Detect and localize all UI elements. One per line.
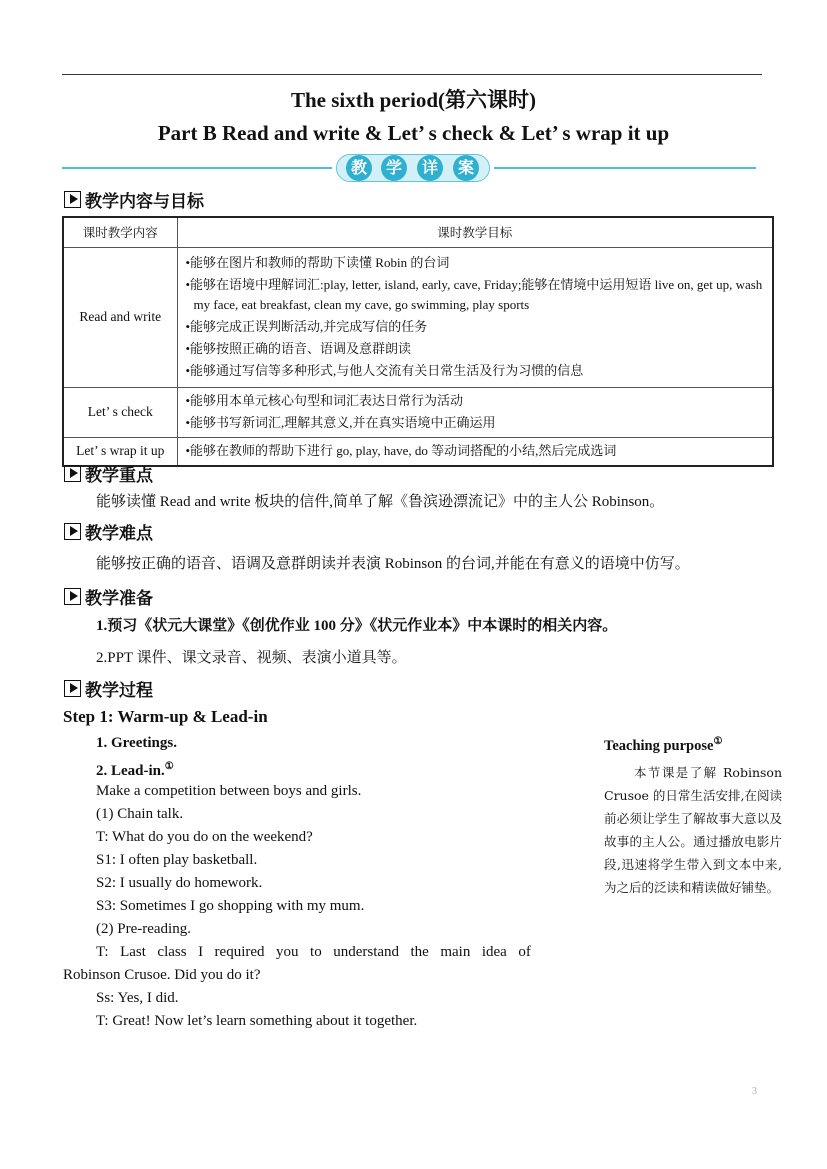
- banner-char: 学: [381, 155, 407, 181]
- section-difficulties: [64, 520, 153, 542]
- note-title-text: Teaching purpose: [604, 737, 714, 754]
- goal-item: •能够通过写信等多种形式,与他人交流有关日常生活及行为习惯的信息: [185, 362, 584, 378]
- section-title: 教学过程: [85, 680, 153, 701]
- section-key-points: [64, 462, 153, 484]
- section-process: [64, 677, 153, 699]
- difficulties-text: 能够按正确的语音、语调及意群朗读并表演 Robinson 的台词,并能在有意义的语境中仿写。: [96, 556, 690, 572]
- banner-line-right: [494, 167, 756, 169]
- goal-item: •能够完成正误判断活动,并完成写信的任务: [185, 318, 428, 334]
- process-line: (1) Chain talk.: [96, 806, 184, 822]
- table-row: [63, 247, 773, 387]
- play-triangle-icon: [64, 465, 81, 482]
- process-line: Ss: Yes, I did.: [96, 990, 179, 1006]
- play-triangle-icon: [64, 191, 81, 208]
- teaching-purpose-note: [604, 736, 782, 899]
- goal-item: •能够书写新词汇,理解其意义,并在真实语境中正确运用: [185, 414, 496, 430]
- footnote-mark: ①: [164, 761, 174, 772]
- table-cell-content: Read and write: [63, 247, 177, 387]
- note-title: [604, 736, 782, 755]
- teaching-plan-banner: [336, 154, 490, 182]
- section-title: 教学准备: [85, 588, 153, 609]
- process-line: (2) Pre-reading.: [96, 921, 191, 937]
- step-heading: Step 1: Warm-up & Lead-in: [63, 707, 268, 726]
- goal-item: •能够在语境中理解词汇:play, letter, island, early, cave, Friday;能够在情境中运用短语 live on, get up, wash my face, eat breakfast, clean my cave, go swimming, play sports: [185, 276, 763, 312]
- preparation-item: 1.预习《状元大课堂》《创优作业 100 分》《状元作业本》中本课时的相关内容。: [96, 618, 618, 634]
- table-cell-content: Let’ s check: [63, 387, 177, 437]
- top-rule: [62, 74, 762, 75]
- goal-item: •能够在教师的帮助下进行 go, play, have, do 等动词搭配的小结,然后完成选词: [185, 442, 617, 458]
- process-line: S2: I usually do homework.: [96, 875, 263, 891]
- key-points-text: 能够读懂 Read and write 板块的信件,简单了解《鲁滨逊漂流记》中的主人公 Robinson。: [96, 494, 665, 510]
- process-line: Make a competition between boys and girls.: [96, 783, 362, 799]
- goals-table: [62, 216, 774, 467]
- table-header-goals: 课时教学目标: [177, 217, 773, 247]
- leadin-label: [96, 757, 174, 781]
- lesson-title: The sixth period(第六课时): [290, 88, 536, 112]
- process-line: S1: I often play basketball.: [96, 852, 258, 868]
- table-row: [63, 387, 773, 437]
- play-triangle-icon: [64, 523, 81, 540]
- banner-char: 案: [453, 155, 479, 181]
- leadin-text: 2. Lead-in.: [96, 763, 165, 779]
- table-header-content: 课时教学内容: [63, 217, 177, 247]
- table-cell-content: Let’ s wrap it up: [63, 437, 177, 466]
- table-cell-goals: [177, 387, 773, 437]
- section-title: 教学内容与目标: [85, 191, 204, 212]
- process-line: T: Last class I required you to understand the main idea of: [96, 944, 531, 960]
- footnote-mark: ①: [713, 736, 723, 747]
- section-title: 教学难点: [85, 523, 153, 544]
- preparation-item: 2.PPT 课件、课文录音、视频、表演小道具等。: [96, 650, 407, 666]
- play-triangle-icon: [64, 588, 81, 605]
- banner-line-left: [62, 167, 332, 169]
- table-row: [63, 437, 773, 466]
- goal-item: •能够在图片和教师的帮助下读懂 Robin 的台词: [185, 254, 450, 270]
- goal-item: •能够用本单元核心句型和词汇表达日常行为活动: [185, 392, 464, 408]
- goal-item: •能够按照正确的语音、语调及意群朗读: [185, 340, 412, 356]
- table-cell-goals: [177, 247, 773, 387]
- greetings-label: 1. Greetings.: [96, 735, 177, 751]
- section-title: 教学重点: [85, 465, 153, 486]
- section-content-goals: [64, 188, 204, 210]
- process-line: T: What do you do on the weekend?: [96, 829, 313, 845]
- note-text: 本节课是了解 Robinson Crusoe 的日常生活安排,在阅读前必须让学生了解故事大意以及故事的主人公。通过播放电影片段,迅速将学生带入到文本中来,为之后的泛读和精读做好铺垫。: [604, 764, 782, 895]
- page-number: 3: [752, 1086, 757, 1097]
- process-line: S3: Sometimes I go shopping with my mum.: [96, 898, 365, 914]
- section-preparation: [64, 585, 153, 607]
- banner-char: 教: [346, 155, 372, 181]
- process-line: Robinson Crusoe. Did you do it?: [63, 967, 261, 983]
- table-cell-goals: [177, 437, 773, 466]
- table-header-row: [63, 217, 773, 247]
- lesson-subtitle: Part B Read and write & Let’ s check & Let’ s wrap it up: [157, 121, 670, 145]
- play-triangle-icon: [64, 680, 81, 697]
- banner-char: 详: [417, 155, 443, 181]
- process-line: T: Great! Now let’s learn something about it together.: [96, 1013, 418, 1029]
